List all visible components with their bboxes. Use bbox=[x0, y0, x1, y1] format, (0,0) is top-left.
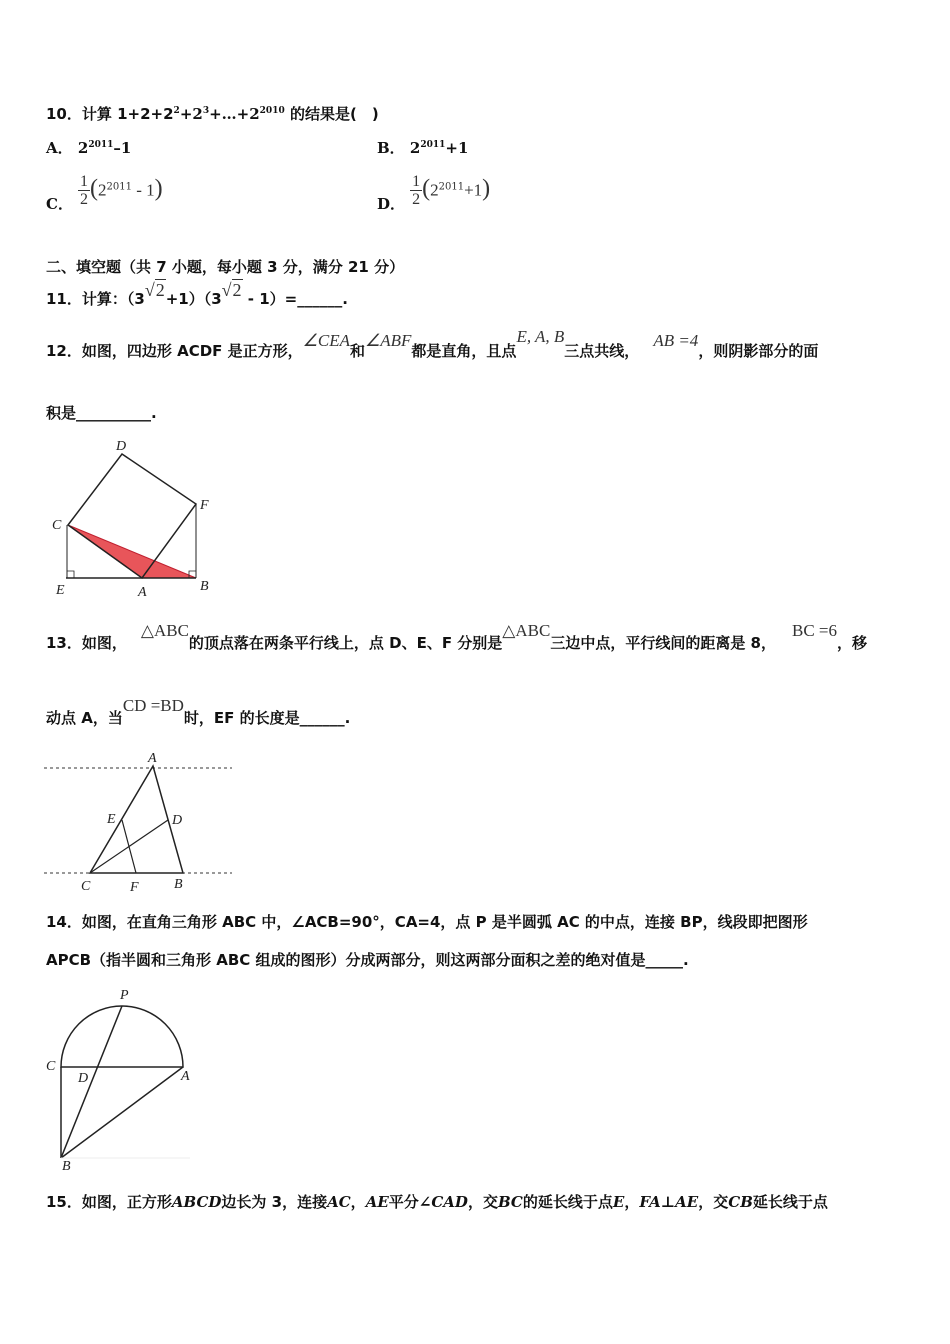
q13-cdbd: CD =BD bbox=[122, 696, 184, 715]
segment-ef bbox=[122, 820, 136, 873]
label-e: E bbox=[107, 812, 116, 827]
q14-line1: 14．如图，在直角三角形 ABC 中，∠ACB=90°，CA=4，点 P 是半圆弧 AC 的中点，连接 BP，线段即把图形 bbox=[46, 913, 808, 931]
q15-ae: AE bbox=[365, 1193, 389, 1211]
option-d-lparen: ( bbox=[422, 175, 431, 202]
q13-p1: 13．如图， bbox=[46, 634, 127, 652]
perp-icon: ⊥ bbox=[660, 1193, 676, 1211]
option-d-numerator: 1 bbox=[412, 173, 421, 190]
semicircle-ac bbox=[61, 1006, 183, 1067]
q15-cb: CB bbox=[728, 1193, 753, 1211]
q10-option-b bbox=[377, 137, 468, 158]
q10-exp2: 3 bbox=[202, 106, 210, 116]
q12-p5: ，则阴影部分的面 bbox=[698, 342, 819, 360]
q10-stem-prefix: 10．计算 1+2+2 bbox=[46, 105, 174, 123]
q10-plus2: +…+2 bbox=[209, 105, 260, 123]
q12-ab: AB =4 bbox=[653, 331, 699, 350]
sqrt-sign-icon: √ bbox=[221, 280, 232, 300]
label-p: P bbox=[120, 988, 129, 1003]
q15-fa: FA bbox=[639, 1193, 661, 1211]
label-b: B bbox=[62, 1159, 71, 1174]
q12-line2: 积是__________. bbox=[46, 404, 157, 422]
label-c: C bbox=[81, 879, 91, 894]
option-c-lparen: ( bbox=[90, 175, 99, 202]
option-d-label: D． bbox=[377, 194, 406, 213]
q13-line2b: 时，EF 的长度是______. bbox=[183, 709, 351, 727]
label-f: F bbox=[200, 498, 209, 513]
q10-exp1: 2 bbox=[173, 106, 180, 116]
q11-prefix: 11．计算：（3 bbox=[46, 290, 145, 308]
option-d-fraction bbox=[410, 173, 422, 209]
option-a-tail: –1 bbox=[113, 139, 132, 157]
label-d: D bbox=[116, 439, 127, 454]
q13-p2: 的顶点落在两条平行线上，点 D、E、F 分别是 bbox=[188, 634, 503, 652]
q11-tail: - 1）=______. bbox=[242, 290, 348, 308]
option-c-numerator: 1 bbox=[80, 173, 89, 190]
label-d: D bbox=[172, 813, 183, 828]
q12-angle-abf: ∠ABF bbox=[365, 331, 412, 350]
q11-radicand-2: 2 bbox=[232, 280, 242, 300]
q11-radicand-1: 2 bbox=[155, 280, 165, 300]
right-angle-e-icon bbox=[67, 571, 74, 578]
q10-option-c bbox=[46, 173, 163, 213]
option-d-base: 2 bbox=[430, 180, 439, 200]
q12-figure bbox=[46, 432, 236, 602]
option-c-rparen: ) bbox=[154, 175, 163, 202]
q10-option-d bbox=[377, 173, 491, 213]
sqrt-sign-icon: √ bbox=[144, 280, 155, 300]
q10-option-a bbox=[46, 137, 131, 158]
label-b: B bbox=[200, 579, 209, 594]
option-c-denominator: 2 bbox=[80, 191, 89, 208]
q15-t5: ，交 bbox=[467, 1193, 498, 1211]
q15-t9: 延长线于点 bbox=[752, 1193, 828, 1211]
q14-figure bbox=[40, 984, 200, 1174]
q15-t7: ， bbox=[624, 1193, 640, 1211]
q11-mid: +1）（3 bbox=[165, 290, 222, 308]
label-f: F bbox=[130, 880, 139, 895]
q10-stem-suffix: 的结果是( ) bbox=[284, 105, 379, 123]
q15-t6: 的延长线于点 bbox=[522, 1193, 613, 1211]
label-e: E bbox=[56, 583, 65, 598]
option-d-denominator: 2 bbox=[412, 191, 421, 208]
option-b-base: 2 bbox=[409, 139, 421, 157]
q15-cad: ∠CAD bbox=[418, 1193, 468, 1211]
option-b-exp: 2011 bbox=[420, 140, 446, 150]
label-a: A bbox=[138, 585, 147, 600]
q12-angle-cea: ∠CEA bbox=[302, 331, 350, 350]
q13-line2 bbox=[46, 696, 351, 728]
q15-t2: 边长为 3，连接 bbox=[221, 1193, 328, 1211]
section-title: 二、填空题（共 7 小题，每小题 3 分，满分 21 分） bbox=[46, 258, 405, 276]
q11-sqrt-2 bbox=[222, 280, 243, 300]
q15-bc: BC bbox=[497, 1193, 523, 1211]
q13-triangle-1: △ABC bbox=[140, 621, 189, 640]
option-c-tail: - 1 bbox=[132, 180, 155, 200]
q15-t3: ， bbox=[350, 1193, 366, 1211]
q15-ac: AC bbox=[327, 1193, 351, 1211]
q12-stem bbox=[46, 327, 819, 361]
option-d-rparen: ) bbox=[482, 175, 491, 202]
option-a-exp: 2011 bbox=[88, 140, 114, 150]
q15-t1: 15．如图，正方形 bbox=[46, 1193, 172, 1211]
q12-p2: 和 bbox=[350, 342, 366, 360]
option-c-base: 2 bbox=[98, 180, 107, 200]
q15-t8: ，交 bbox=[698, 1193, 729, 1211]
q10-stem bbox=[46, 103, 379, 124]
q13-line2a: 动点 A，当 bbox=[46, 709, 123, 727]
label-b: B bbox=[174, 877, 183, 892]
q10-plus1: +2 bbox=[179, 105, 203, 123]
q15-ae2: AE bbox=[675, 1193, 699, 1211]
label-c: C bbox=[46, 1059, 56, 1074]
q13-figure bbox=[40, 748, 240, 896]
triangle-abc bbox=[90, 766, 183, 873]
label-c: C bbox=[52, 518, 62, 533]
q13-p3: 三边中点，平行线间的距离是 8， bbox=[550, 634, 776, 652]
q15-e: E bbox=[612, 1193, 625, 1211]
option-d-exp: 2011 bbox=[438, 181, 465, 193]
q12-p4: 三点共线， bbox=[564, 342, 640, 360]
q13-bc: BC =6 bbox=[792, 621, 838, 640]
q14-line2: APCB（指半圆和三角形 ABC 组成的图形）分成两部分，则这两部分面积之差的绝对值是_____. bbox=[46, 951, 689, 969]
q12-p3: 都是直角，且点 bbox=[411, 342, 517, 360]
q13-stem bbox=[46, 621, 868, 653]
option-a-label: A． bbox=[46, 139, 73, 157]
option-d-tail: +1 bbox=[464, 180, 483, 200]
label-d: D bbox=[78, 1071, 89, 1086]
q11-sqrt-1 bbox=[145, 280, 166, 300]
option-c-label: C． bbox=[46, 194, 73, 213]
q12-points: E, A, B bbox=[516, 327, 565, 346]
q15-abcd: ABCD bbox=[171, 1193, 222, 1211]
q10-exp3: 2010 bbox=[259, 106, 285, 116]
option-b-label: B． bbox=[377, 139, 405, 157]
option-a-base: 2 bbox=[77, 139, 89, 157]
option-c-exp: 2011 bbox=[106, 181, 132, 193]
label-a: A bbox=[148, 751, 157, 766]
option-b-tail: +1 bbox=[445, 139, 469, 157]
q11-stem bbox=[46, 280, 348, 309]
option-c-fraction bbox=[78, 173, 90, 209]
q15-t4: 平分 bbox=[388, 1193, 419, 1211]
q12-p1: 12．如图，四边形 ACDF 是正方形， bbox=[46, 342, 303, 360]
q15-stem bbox=[46, 1191, 828, 1212]
label-a: A bbox=[181, 1069, 190, 1084]
q13-triangle-2: △ABC bbox=[502, 621, 551, 640]
q13-p4: ，移 bbox=[837, 634, 868, 652]
